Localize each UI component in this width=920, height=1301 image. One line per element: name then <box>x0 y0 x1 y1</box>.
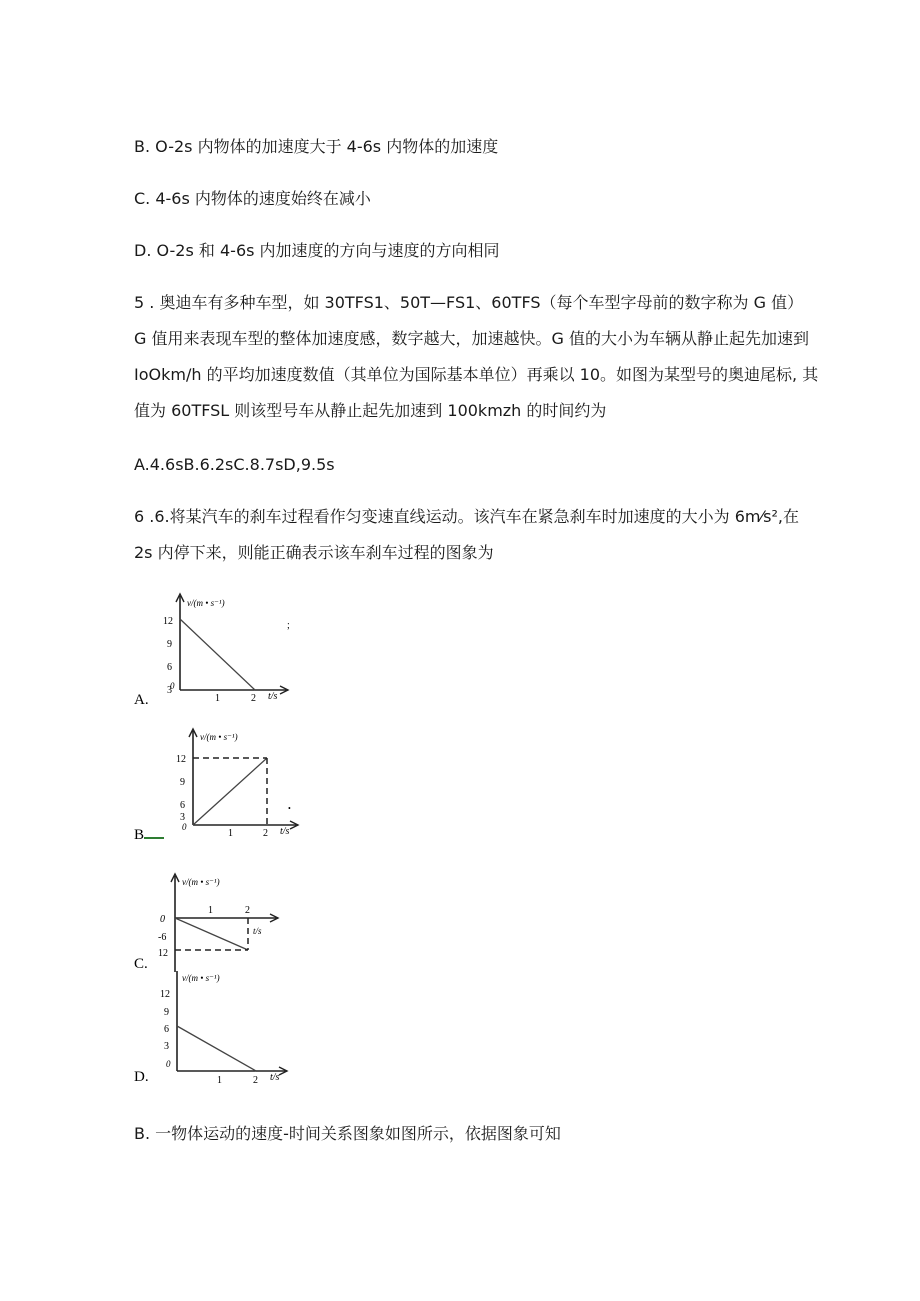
question-5-line-2: G 值用来表现车型的整体加速度感，数字越大，加速越快。G 值的大小为车辆从静止起先加速到 <box>134 329 809 348</box>
x-tick: 1 <box>228 828 233 839</box>
y-axis-label: v/(m • s⁻¹) <box>200 732 238 742</box>
question-6-line-2: 2s 内停下来，则能正确表示该车刹车过程的图象为 <box>134 543 494 562</box>
y-tick: -6 <box>158 932 167 943</box>
x-axis-label: t/s <box>270 1072 280 1083</box>
origin-label: 0 <box>166 1059 171 1069</box>
question-5-line-4: 值为 60TFSL 则该型号车从静止起先加速到 100kmzh 的时间约为 <box>134 401 607 420</box>
y-tick: 3 <box>167 685 172 696</box>
option-b-label: B <box>134 827 145 843</box>
y-tick: 9 <box>180 777 185 788</box>
x-tick: 1 <box>208 905 213 916</box>
question-7-line: B. 一物体运动的速度-时间关系图象如图所示，依据图象可知 <box>134 1124 561 1143</box>
origin-label: 0 <box>170 681 175 691</box>
y-axis-label: v/(m • s⁻¹) <box>187 598 225 608</box>
option-c-label: C. <box>134 956 148 972</box>
graph-b <box>130 726 310 851</box>
x-axis-label: t/s <box>253 926 262 936</box>
question-6-line-1: 6 .6.将某汽车的刹车过程看作匀变速直线运动。该汽车在紧急刹车时加速度的大小为 6m⁄s²,在 <box>134 507 799 526</box>
y-tick: 12 <box>160 989 170 1000</box>
y-tick: 6 <box>164 1024 169 1035</box>
y-tick: 6 <box>167 662 172 673</box>
y-axis-label: v/(m • s⁻¹) <box>182 973 220 983</box>
origin-label: 0 <box>182 822 187 832</box>
y-tick: 12 <box>163 616 173 627</box>
y-tick: 3 <box>164 1041 169 1052</box>
option-d-line: D. O-2s 和 4-6s 内加速度的方向与速度的方向相同 <box>134 241 500 260</box>
x-axis-label: t/s <box>280 826 290 837</box>
question-5-answers: A.4.6sB.6.2sC.8.7sD,9.5s <box>134 455 335 474</box>
graph-d <box>130 968 310 1086</box>
option-a-label: A. <box>134 692 149 708</box>
y-tick: 12 <box>176 754 186 765</box>
y-tick: 9 <box>164 1007 169 1018</box>
graph-c <box>130 870 310 975</box>
y-tick: 9 <box>167 639 172 650</box>
y-tick: 12 <box>158 948 168 959</box>
x-tick: 1 <box>217 1075 222 1086</box>
x-tick: 2 <box>245 905 250 916</box>
option-b-line: B. O-2s 内物体的加速度大于 4-6s 内物体的加速度 <box>134 137 499 156</box>
option-c-line: C. 4-6s 内物体的速度始终在减小 <box>134 189 371 208</box>
x-tick: 2 <box>253 1075 258 1086</box>
y-tick: 0 <box>160 914 165 925</box>
graph-a <box>130 590 310 715</box>
x-axis-label: t/s <box>268 691 278 702</box>
x-tick: 2 <box>263 828 268 839</box>
question-5-line-1: 5 . 奥迪车有多种车型，如 30TFS1、50T—FS1、60TFS（每个车型字母前的数字称为 G 值） <box>134 293 804 312</box>
y-axis-label: v/(m • s⁻¹) <box>182 877 220 887</box>
y-tick: 6 <box>180 800 185 811</box>
option-d-label: D. <box>134 1069 149 1085</box>
x-tick: 1 <box>215 693 220 704</box>
stray-mark: • <box>288 804 291 813</box>
stray-mark: ; <box>287 620 290 631</box>
question-5-line-3: IoOkm/h 的平均加速度数值（其单位为国际基本单位）再乘以 10。如图为某型号的奥迪尾标, 其 <box>134 365 819 384</box>
x-tick: 2 <box>251 693 256 704</box>
y-tick: 3 <box>180 812 185 823</box>
